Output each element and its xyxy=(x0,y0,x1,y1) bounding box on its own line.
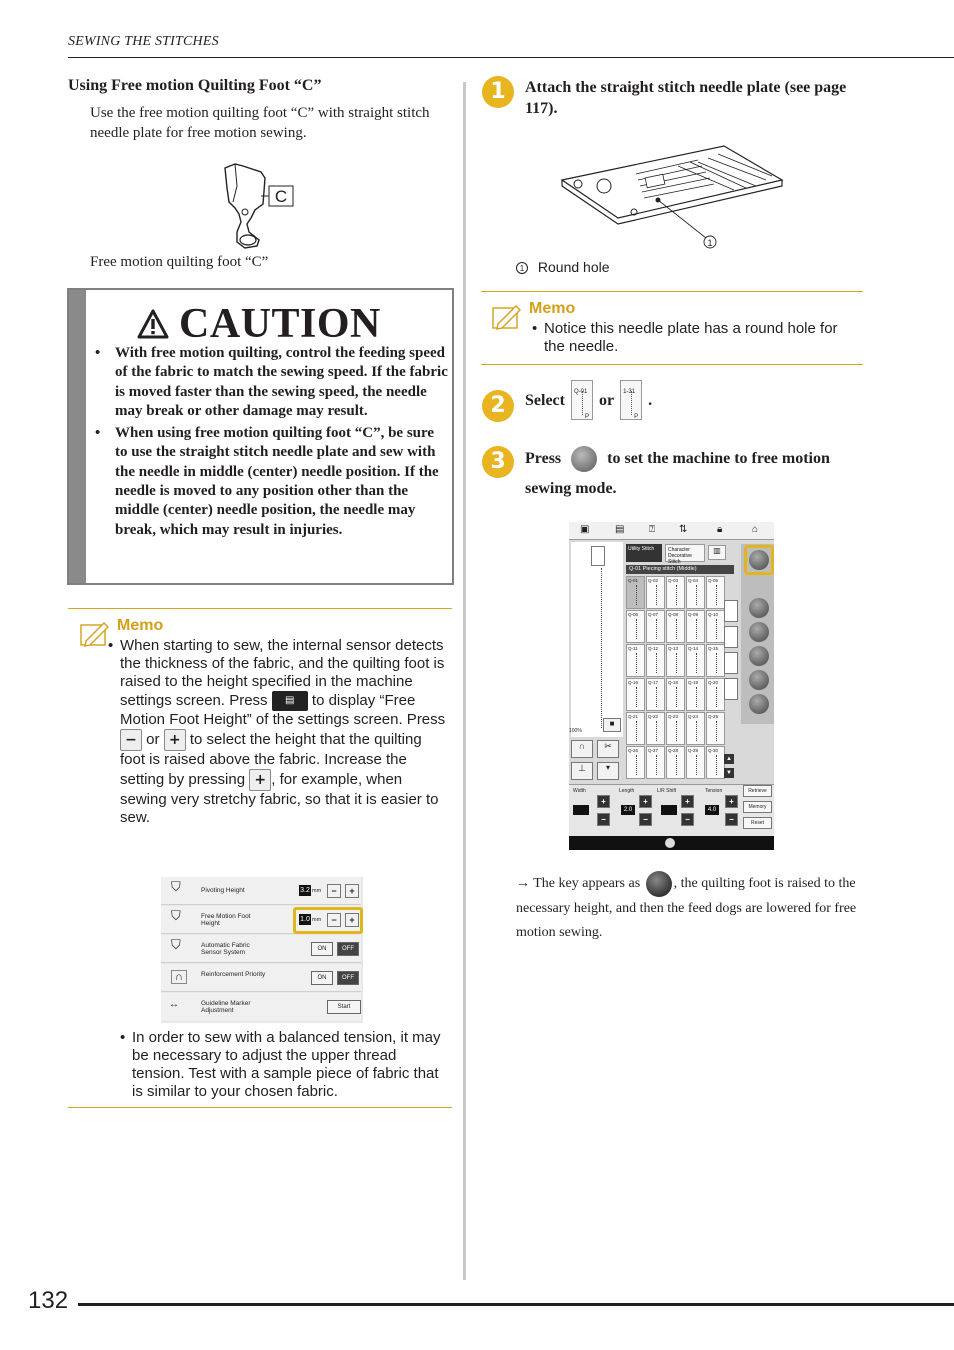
length-minus-button[interactable]: − xyxy=(639,813,652,826)
stitch-code: Q-01 xyxy=(628,578,639,583)
reinforcement-off-button[interactable]: OFF xyxy=(337,971,359,985)
length-value-box: 2.0 xyxy=(621,805,635,815)
stitch-key[interactable] xyxy=(666,610,685,643)
stitch-key[interactable] xyxy=(626,678,645,711)
stitch-code: Q-08 xyxy=(668,612,679,617)
tension-value-box: 4.0 xyxy=(705,805,719,815)
sensor-icon: ⛉ xyxy=(171,937,181,952)
stitch-key[interactable] xyxy=(686,712,705,745)
caption-number-circle: 1 xyxy=(516,262,528,274)
column-divider xyxy=(463,82,466,1280)
stitch-code: Q-18 xyxy=(668,680,679,685)
stitch-code: Q-04 xyxy=(688,578,699,583)
stitch-code: Q-23 xyxy=(668,714,679,719)
needle-button[interactable]: ▾ xyxy=(597,762,619,780)
settings-screen xyxy=(161,877,363,1023)
lr-minus-button[interactable]: − xyxy=(681,813,694,826)
stitch-code: Q-17 xyxy=(648,680,659,685)
step-1-text: Attach the straight stitch needle plate (see page 117). xyxy=(525,79,847,117)
memo-pencil-icon xyxy=(492,304,522,330)
guideline-start-button[interactable]: Start xyxy=(327,1000,361,1014)
memo-title: Memo xyxy=(529,300,576,317)
caution-title: CAUTION xyxy=(179,301,381,347)
caution-box xyxy=(67,288,454,585)
result-text: → The key appears as , the quilting foot is raised to the necessary height, and then the feed dogs are lowered for free motion sewing. xyxy=(516,871,864,945)
memory-button[interactable]: Memory xyxy=(743,801,772,813)
stitch-key[interactable] xyxy=(626,610,645,643)
stitch-q01-key-icon: Q-01 P xyxy=(571,380,593,420)
reinforcement-on-button[interactable]: ON xyxy=(311,971,333,985)
foot-icon: ⛉ xyxy=(171,879,181,894)
stitch-code: Q-07 xyxy=(648,612,659,617)
category-tab[interactable] xyxy=(724,626,738,648)
sensor-on-button[interactable]: ON xyxy=(311,942,333,956)
highlight-frame xyxy=(293,907,363,934)
foot-icon: ⛉ xyxy=(171,908,181,923)
free-motion-key-icon xyxy=(571,446,597,472)
stitch-code: Q-29 xyxy=(688,748,699,753)
stitch-code: Q-06 xyxy=(628,612,639,617)
free-motion-key-icon xyxy=(646,871,672,897)
stitch-code: Q-15 xyxy=(708,646,719,651)
stitch-code: Q-21 xyxy=(628,714,639,719)
header-rule xyxy=(68,57,954,58)
minus-key-icon: − xyxy=(120,729,142,751)
pivoting-minus-button[interactable]: − xyxy=(327,884,341,898)
step-number-1: 1 xyxy=(482,76,514,108)
presser-foot-button[interactable]: ⊥ xyxy=(571,762,593,780)
memo-paragraph-1: • When starting to sew, the internal sensor detects the thickness of the fabric, and the quilting foot is raised to the height specified in the machine settings screen. Press ▤ to display “Free Motion Foot Height” of the settings screen. Press − or + to select the height that the quilting foot is raised above the fabric. Increase the setting by pressing + , for example, when sewing very stretchy fabric, so that it is easier to sew. xyxy=(108,637,446,826)
guideline-icon: ↔ xyxy=(169,999,179,1010)
round-hole-caption: 1 Round hole xyxy=(516,259,610,275)
section-title: Using Free motion Quilting Foot “C” xyxy=(68,77,322,94)
stitch-code: Q-05 xyxy=(708,578,719,583)
stitch-grid xyxy=(626,576,722,780)
stitch-code: Q-13 xyxy=(668,646,679,651)
width-plus-button[interactable]: + xyxy=(597,795,610,808)
free-motion-button[interactable] xyxy=(749,550,769,570)
lr-value-box xyxy=(661,805,677,815)
stitch-code: Q-16 xyxy=(628,680,639,685)
settings-row-reinforcement-priority: ∩ Reinforcement Priority ON OFF xyxy=(161,964,361,992)
intro-paragraph: Use the free motion quilting foot “C” with straight stitch needle plate for free motion sewing. xyxy=(90,105,430,141)
preview-button[interactable]: ■ xyxy=(603,718,621,732)
stitch-key[interactable] xyxy=(626,712,645,745)
settings-row-automatic-fabric-sensor: ⛉ Automatic Fabric Sensor System ON OFF xyxy=(161,935,361,963)
reinforcement-button[interactable]: ∩ xyxy=(571,740,593,758)
stitch-code: Q-11 xyxy=(628,646,638,651)
plus-key-icon: + xyxy=(164,729,186,751)
presser-foot-preview xyxy=(591,546,605,566)
stitch-key[interactable] xyxy=(626,576,645,609)
memo-box-left xyxy=(68,608,452,1108)
scroll-up-icon[interactable]: ▲ xyxy=(724,754,734,764)
stitch-code: Q-25 xyxy=(708,714,719,719)
thread-cutter-button[interactable]: ✂ xyxy=(597,740,619,758)
caution-item: • When using free motion quilting foot “C”, be sure to use the straight stitch needle plate and sew with the needle in middle (center) needle position. If the needle is moved to any position other than the middle (center) needle position, the needle may break, which may result in injuries. xyxy=(93,424,449,540)
edit-button[interactable] xyxy=(749,670,769,690)
power-icon[interactable] xyxy=(665,838,675,848)
settings-row-pivoting-height: ⛉ Pivoting Height 3.2 mm − + xyxy=(161,877,361,905)
stitch-key[interactable] xyxy=(686,746,705,779)
tab-character-decorative[interactable]: Character Decorative Stitch xyxy=(665,544,705,562)
tension-minus-button[interactable]: − xyxy=(725,813,738,826)
caution-side-bar xyxy=(69,290,86,583)
reset-button[interactable]: Reset xyxy=(743,817,772,829)
camera-icon[interactable]: ▣ xyxy=(580,524,590,535)
stitch-code: Q-03 xyxy=(668,578,679,583)
category-tab[interactable] xyxy=(724,652,738,674)
memo-box-right xyxy=(481,291,863,365)
running-header: SEWING THE STITCHES xyxy=(68,34,219,49)
scroll-down-icon[interactable]: ▼ xyxy=(724,768,734,778)
stitch-key[interactable] xyxy=(686,678,705,711)
stitch-code: Q-19 xyxy=(688,680,699,685)
plus-key-icon: + xyxy=(249,769,271,791)
foot-label-c: C xyxy=(274,187,288,206)
reinforcement-icon: ∩ xyxy=(171,970,187,984)
retrieve-button[interactable]: Retrieve xyxy=(743,785,772,797)
stitch-key[interactable] xyxy=(666,644,685,677)
stitch-key[interactable] xyxy=(646,746,665,779)
memo-pencil-icon xyxy=(80,621,110,647)
width-minus-button[interactable]: − xyxy=(597,813,610,826)
stitch-preview-area xyxy=(571,542,623,737)
stitch-code: Q-10 xyxy=(708,612,719,617)
thread-icon[interactable]: ⇅ xyxy=(679,524,688,535)
step-number-3: 3 xyxy=(482,446,514,478)
memo-title: Memo xyxy=(117,617,164,634)
stitch-key[interactable] xyxy=(706,746,725,779)
machine-lcd-screen xyxy=(569,522,774,850)
tension-plus-button[interactable]: + xyxy=(725,795,738,808)
help-icon[interactable]: ⍰ xyxy=(649,524,655,535)
stitch-key[interactable] xyxy=(686,644,705,677)
quilting-foot-illustration xyxy=(215,158,300,250)
category-tab[interactable] xyxy=(724,678,738,700)
needle-plate-illustration xyxy=(558,140,788,250)
caution-list xyxy=(93,344,449,543)
settings-key-icon: ▤ xyxy=(272,691,308,711)
caution-heading xyxy=(137,300,381,348)
foot-height-minus-button[interactable]: − xyxy=(327,913,341,927)
memo-right-text: • Notice this needle plate has a round hole for the needle. xyxy=(532,320,838,355)
caution-item: • With free motion quilting, control the feeding speed of the fabric to match the sewing speed. If the fabric is moved faster than the sewing speed, the needle may break or other damage may result. xyxy=(93,344,449,421)
stitch-key[interactable] xyxy=(686,576,705,609)
stitch-code: Q-24 xyxy=(688,714,699,719)
stitch-code: Q-09 xyxy=(688,612,699,617)
pivoting-plus-button[interactable]: + xyxy=(345,884,359,898)
stitch-code: Q-26 xyxy=(628,748,639,753)
category-rail xyxy=(722,592,738,722)
stitch-code: Q-14 xyxy=(688,646,699,651)
width-value-box xyxy=(573,805,589,815)
stitch-key[interactable] xyxy=(646,610,665,643)
stitch-code: Q-12 xyxy=(648,646,659,651)
step-number-2: 2 xyxy=(482,390,514,422)
foot-caption: Free motion quilting foot “C” xyxy=(90,254,269,270)
round-hole-callout: 1 xyxy=(707,238,713,248)
stitch-key[interactable] xyxy=(646,712,665,745)
footer-rule xyxy=(78,1303,954,1306)
function-button-column xyxy=(741,544,774,724)
settings-icon[interactable]: ▤ xyxy=(615,524,625,535)
stitch-key[interactable] xyxy=(626,644,645,677)
step-2-text: Select Q-01 P or 1-31 P . xyxy=(525,379,860,421)
stitch-key[interactable] xyxy=(646,576,665,609)
stitch-131-key-icon: 1-31 P xyxy=(620,380,642,420)
lock-icon[interactable]: 🔒︎ xyxy=(717,524,723,535)
stitch-key[interactable] xyxy=(666,712,685,745)
foot-height-plus-button[interactable]: + xyxy=(345,913,359,927)
stitch-code: Q-30 xyxy=(708,748,719,753)
zoom-value: 100% xyxy=(569,728,582,734)
stitch-key[interactable] xyxy=(646,678,665,711)
stitch-code: Q-02 xyxy=(648,578,659,583)
sensor-off-button[interactable]: OFF xyxy=(337,942,359,956)
home-icon[interactable]: ⌂ xyxy=(752,524,759,535)
stitch-settings-bar: Width Length L/R Shift Tension 2.0 4.0 + − + − + − + − Retrieve Memory Reset xyxy=(569,784,774,836)
memo-paragraph-2: • In order to sew with a balanced tension, it may be necessary to adjust the upper thread tension. Test with a sample piece of fabric that is similar to your chosen fabric. xyxy=(120,1029,441,1100)
stitch-key[interactable] xyxy=(646,644,665,677)
stitch-code: Q-27 xyxy=(648,748,659,753)
pivot-button[interactable] xyxy=(749,622,769,642)
step-3-text: Press to set the machine to free motion sewing mode. xyxy=(525,444,865,504)
page-number: 132 xyxy=(28,1287,69,1314)
stitch-key[interactable] xyxy=(686,610,705,643)
needle-position-button[interactable] xyxy=(749,598,769,618)
stitch-code: Q-20 xyxy=(708,680,719,685)
length-plus-button[interactable]: + xyxy=(639,795,652,808)
stitch-key[interactable] xyxy=(666,746,685,779)
category-tab[interactable] xyxy=(724,600,738,622)
memory-pocket-button[interactable] xyxy=(749,694,769,714)
lcd-toolbar xyxy=(569,522,774,540)
dual-feed-button[interactable] xyxy=(749,646,769,666)
tab-utility-stitch[interactable]: Utility Stitch xyxy=(626,544,662,562)
stitch-code: Q-22 xyxy=(648,714,659,719)
stitch-key[interactable] xyxy=(666,678,685,711)
stitch-code: Q-28 xyxy=(668,748,679,753)
stitch-title-bar: Q-01 Piecing stitch (Middle) xyxy=(626,565,734,574)
lr-plus-button[interactable]: + xyxy=(681,795,694,808)
settings-row-free-motion-foot-height: ⛉ Free Motion Foot Height 1.0 mm − + xyxy=(161,906,361,934)
settings-row-guideline-marker: ↔ Guideline Marker Adjustment Start xyxy=(161,993,361,1021)
stitch-key[interactable] xyxy=(626,746,645,779)
warning-triangle-icon xyxy=(137,309,169,339)
stitch-key[interactable] xyxy=(666,576,685,609)
lcd-bottom-bar xyxy=(569,836,774,850)
list-view-button[interactable]: ▥ xyxy=(708,545,726,560)
